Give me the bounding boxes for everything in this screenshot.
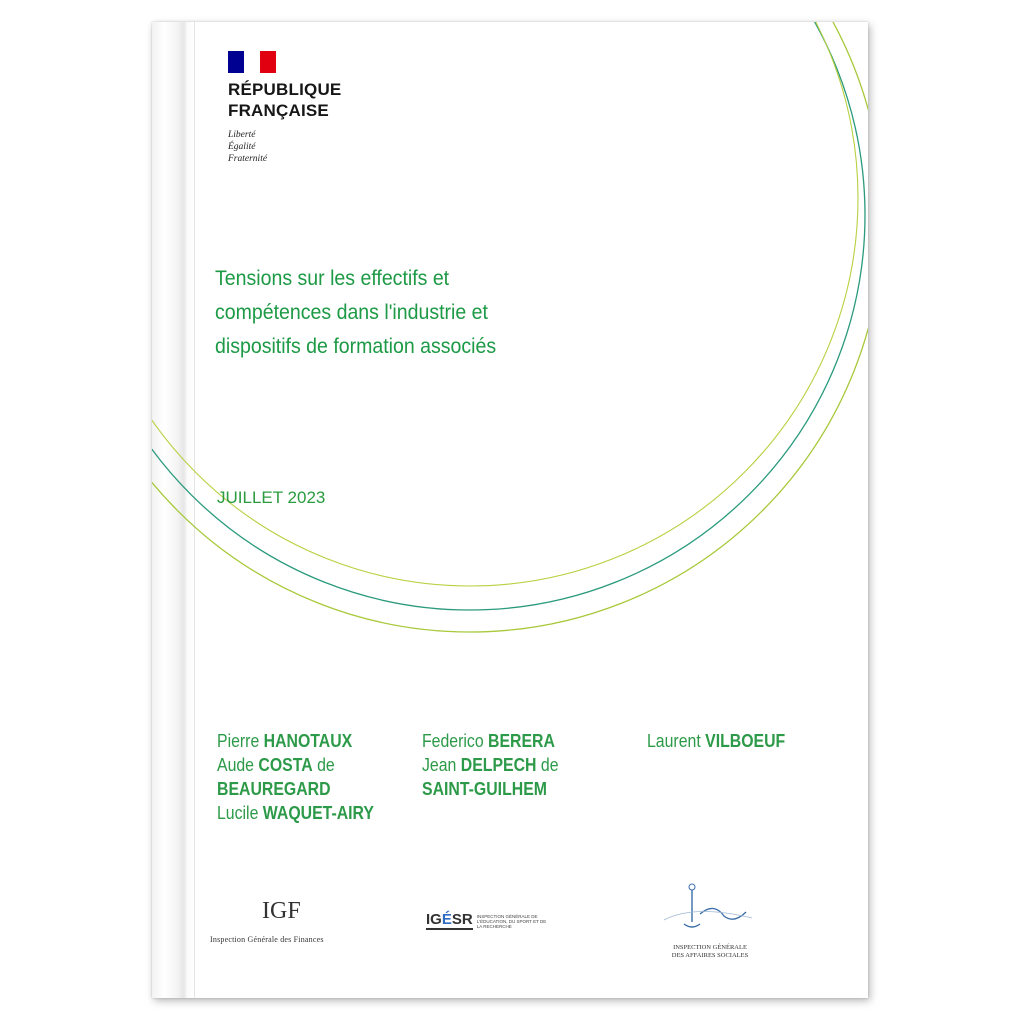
title-line-3: dispositifs de formation associés [215,335,497,358]
igesr-logo [426,912,552,930]
author-name: Pierre HANOTAUX [217,731,353,751]
republique-francaise-logo [228,79,341,121]
igas-line-2: DES AFFAIRES SOCIALES [671,952,749,959]
republic-line-2: FRANÇAISE [228,101,329,120]
authors-column-1 [217,729,374,825]
igesr-logo-text: INSPECTION GÉNÉRALE DE L'ÉDUCATION, DU SPORT ET DE LA RECHERCHE [476,913,547,929]
igesr-mark: IGÉSR [426,911,473,928]
igas-logo-text [660,944,760,960]
motto-egalite: Égalité [228,142,256,152]
author-name: Aude COSTA de [217,755,335,775]
igas-line-1: INSPECTION GÉNÉRALE [673,944,747,951]
motto-liberte: Liberté [228,130,256,140]
decorative-arcs [152,22,868,998]
author-name-cont: BEAUREGARD [217,779,331,799]
igf-logo: IGF [262,898,301,924]
author-name: Laurent VILBOEUF [647,731,786,751]
title-line-1: Tensions sur les effectifs et [215,267,450,290]
igas-emblem-icon [654,880,764,940]
marianne-flag-icon [228,51,276,73]
authors-column-3 [647,729,785,753]
igf-logo-text: Inspection Générale des Finances [210,935,324,944]
report-title [215,262,606,364]
authors-column-2 [422,729,559,801]
author-name: Federico BERERA [422,731,555,751]
author-name-cont: SAINT-GUILHEM [422,779,547,799]
motto-fraternite: Fraternité [228,154,268,164]
republic-line-1: RÉPUBLIQUE [228,80,342,99]
author-name: Jean DELPECH de [422,755,559,775]
motto [228,129,267,165]
title-line-2: compétences dans l'industrie et [215,301,488,324]
author-name: Lucile WAQUET-AIRY [217,803,374,823]
report-date: JUILLET 2023 [217,488,326,507]
report-cover [152,22,868,998]
